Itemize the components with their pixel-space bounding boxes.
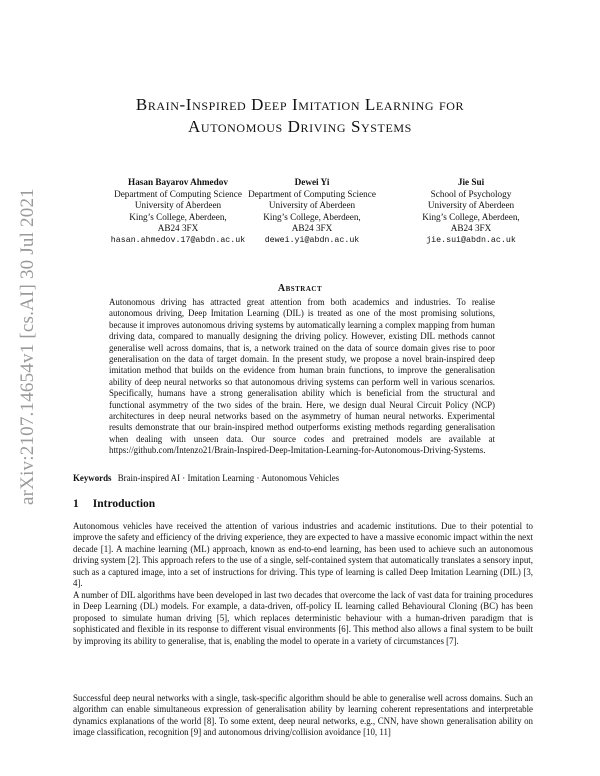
author-postcode: AB24 3FX: [157, 223, 199, 234]
author-email[interactable]: hasan.ahmedov.17@abdn.ac.uk: [110, 235, 246, 245]
author-univ: University of Aberdeen: [268, 200, 356, 211]
title-line-1: Brain-Inspired Deep Imitation Learning for: [135, 95, 465, 114]
section-number: 1: [73, 498, 79, 510]
body-paragraph: A number of DIL algorithms have been developed in last two decades that overcome the lack of vast data for training procedures in Deep Learning (DL) models. For example, a data-driven, off-policy IL learning called Behavioural Cloning (BC) has been proposed to simulate human driving [5], which replaces deterministic behaviour with a human-driven paradigm that is sophisticated and flexible in its response to different visual environments [6]. This method also allows a final system to be built by improving its ability to generalise, that is, enabling the model to operate in a variety of circumstances [7].: [73, 590, 533, 646]
author-postcode: AB24 3FX: [291, 223, 333, 234]
keywords-label: Keywords: [73, 473, 112, 483]
author-email[interactable]: jie.sui@abdn.ac.uk: [426, 235, 516, 245]
arxiv-watermark: arXiv:2107.14654v1 [cs.AI] 30 Jul 2021: [17, 188, 38, 505]
keywords-text: Brain-inspired AI · Imitation Learning · Autonomous Vehicles: [117, 473, 340, 483]
section-title: Introduction: [92, 498, 156, 510]
author-name: Hasan Bayarov Ahmedov: [128, 177, 228, 187]
author-college: King’s College, Aberdeen,: [129, 211, 227, 222]
paper-title: [0, 94, 600, 138]
author-college: King’s College, Aberdeen,: [263, 211, 361, 222]
author-dept: Department of Computing Science: [114, 188, 242, 199]
abstract-text: Autonomous driving has attracted great attention from both academics and industries. To realise autonomous driving, Deep Imitation Learning (DIL) is treated as one of the most promising solutions, because it improves autonomous driving systems by automatically learning a complex mapping from human driving data, compared to manually designing the driving policy. However, existing DIL methods cannot generalise well across domains, that is, a network trained on the data of source domain gives rise to poor generalisation on the data of target domain. In the present study, we propose a novel brain-inspired deep imitation method that builds on the evidence from human brain functions, to improve the generalisation ability of deep neural networks so that autonomous driving systems can perform well in various scenarios. Specifically, humans have a strong generalisation ability which is beneficial from the structural and functional asymmetry of the two sides of the brain. Here, we design dual Neural Circuit Policy (NCP) architectures in deep neural networks based on the asymmetry of human neural networks. Experimental results demonstrate that our brain-inspired method outperforms existing methods regarding generalisation when dealing with unseen data. Our source codes and pretrained models are available at https://github.com/Intenzo21/Brain-Inspired-Deep-Imitation-Learning-for-Autonomous-Driving-Systems.: [109, 297, 495, 456]
author-univ: University of Aberdeen: [134, 200, 222, 211]
keywords-line: [73, 473, 533, 483]
body-paragraph: Autonomous vehicles have received the attention of various industries and academic institutions. Due to their potential to improve the safety and efficiency of the driving experience, they are expected to have a massive economic impact within the next decade [1]. A machine learning (ML) approach, known as end-to-end learning, has been used to achieve such an autonomous driving system [2]. This approach refers to the use of a single, self-contained system that automatically translates a sensory input, such as a captured image, into a set of instructions for driving. This type of learning is called Deep Imitation Learning (DIL) [3, 4].: [73, 521, 533, 589]
author-univ: University of Aberdeen: [427, 200, 515, 211]
author-dept: School of Psychology: [430, 188, 512, 199]
body-paragraph: Successful deep neural networks with a single, task-specific algorithm should be able to generalise well across domains. Such an algorithm can enable simultaneous expression of generalisation ability by learning coherent representations and interpretable dynamics explanations of the world [8]. To some extent, deep neural networks, e.g., CNN, have shown generalisation ability on image classification, recognition [9] and autonomous driving/collision avoidance [10, 11]: [73, 693, 533, 738]
author-college: King’s College, Aberdeen,: [422, 211, 520, 222]
author-2: [222, 177, 402, 247]
author-name: Dewei Yi: [294, 177, 330, 187]
author-email[interactable]: dewei.yi@abdn.ac.uk: [264, 235, 360, 245]
author-name: Jie Sui: [457, 177, 485, 187]
abstract-heading: Abstract: [277, 283, 323, 294]
author-postcode: AB24 3FX: [450, 223, 492, 234]
author-3: [381, 177, 561, 247]
author-dept: Department of Computing Science: [248, 188, 376, 199]
section-heading: [73, 498, 169, 510]
title-line-2: Autonomous Driving Systems: [188, 117, 412, 136]
